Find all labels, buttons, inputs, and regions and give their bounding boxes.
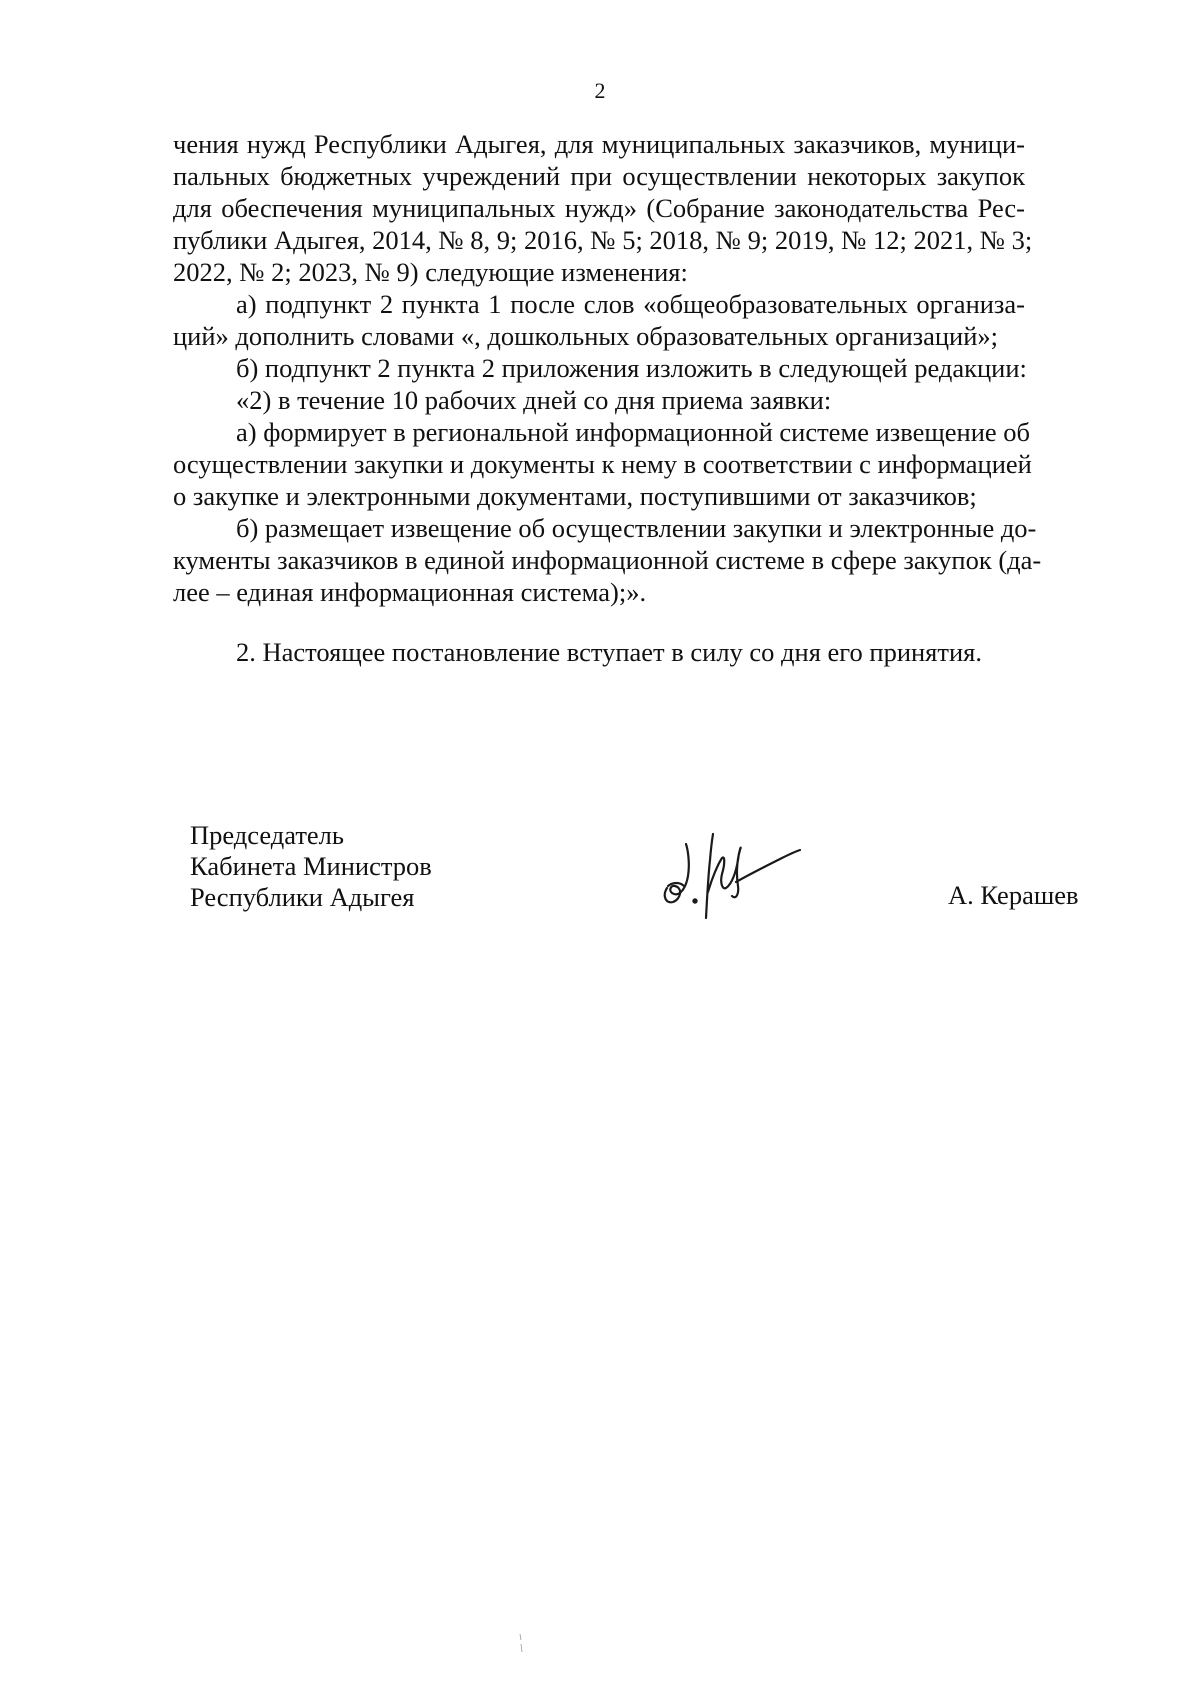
body-line: лее – единая информационная система);». — [173, 577, 647, 607]
signatory-title-line-3: Республики Адыгея — [190, 882, 415, 912]
body-line: «2) в течение 10 рабочих дней со дня приема заявки: — [236, 385, 832, 415]
signatory-position — [190, 820, 432, 913]
body-line: а) формирует в региональной информационной системе извещение об — [236, 417, 1031, 447]
body-line: б) размещает извещение об осуществлении закупки и электронные до- — [236, 513, 1037, 543]
document-body — [173, 128, 1042, 668]
body-line: пальных бюджетных учреждений при осуществлении некоторых закупок — [173, 161, 1025, 191]
page-number: 2 — [594, 78, 606, 103]
scan-speck — [518, 1632, 524, 1654]
body-line: о закупке и электронными документами, поступившими от заказчиков; — [173, 481, 977, 511]
body-line: 2. Настоящее постановление вступает в силу со дня его принятия. — [236, 637, 982, 667]
signatory-name: А. Керашев — [948, 880, 1079, 910]
body-line: осуществлении закупки и документы к нему в соответствии с информацией — [173, 449, 1032, 479]
body-line: б) подпункт 2 пункта 2 приложения изложить в следующей редакции: — [236, 353, 1027, 383]
body-line: публики Адыгея, 2014, № 8, 9; 2016, № 5; 2018, № 9; 2019, № 12; 2021, № 3; — [173, 225, 1033, 255]
signatory-title-line-1: Председатель — [190, 820, 344, 850]
body-line: ций» дополнить словами «, дошкольных образовательных организаций»; — [173, 321, 999, 351]
body-line: а) подпункт 2 пункта 1 после слов «общеобразовательных организа- — [236, 289, 1025, 319]
handwritten-signature — [640, 800, 840, 930]
body-line: кументы заказчиков в единой информационной системе в сфере закупок (да- — [173, 545, 1042, 575]
signatory-title-line-2: Кабинета Министров — [190, 851, 432, 881]
body-line: 2022, № 2; 2023, № 9) следующие изменения: — [173, 257, 688, 287]
body-line: чения нужд Республики Адыгея, для муниципальных заказчиков, муници- — [173, 129, 1025, 159]
body-line: для обеспечения муниципальных нужд» (Собрание законодательства Рес- — [173, 193, 1025, 223]
